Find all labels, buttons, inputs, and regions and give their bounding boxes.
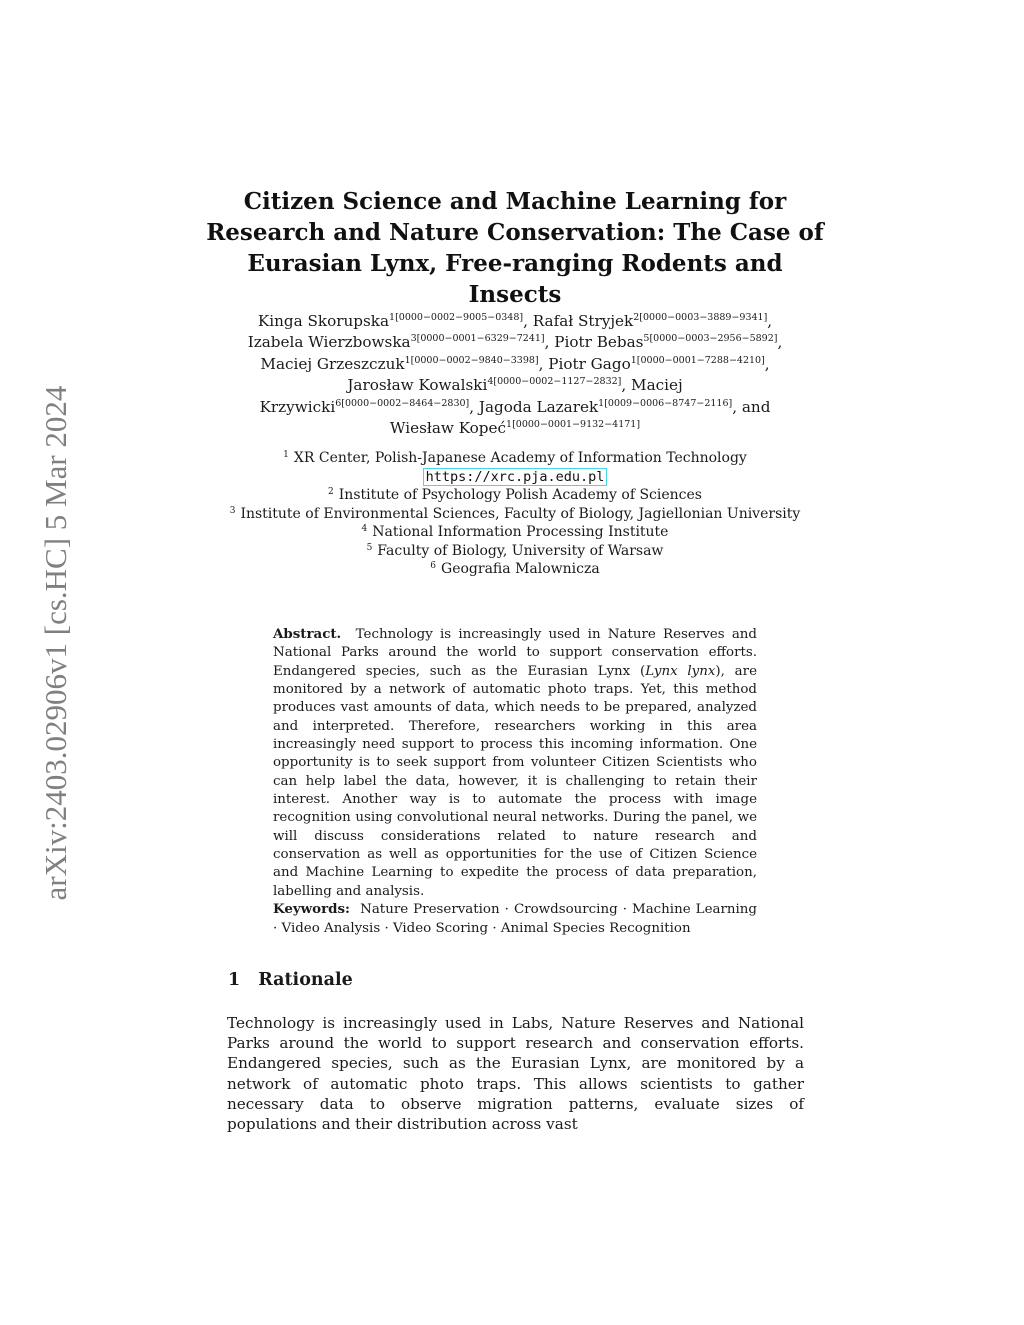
author-separator: ,	[523, 312, 533, 330]
author-orcid: [0009−0006−8747−2116]	[604, 397, 733, 409]
author-affil: 1	[389, 312, 396, 323]
author-orcid: [0000−0002−9840−3398]	[410, 354, 539, 366]
affiliation-url-link[interactable]: https://xrc.pja.edu.pl	[423, 468, 608, 486]
author-line	[220, 311, 810, 332]
affiliation-url-line	[200, 468, 830, 487]
affiliation-text: National Information Processing Institute	[372, 524, 669, 540]
author-list	[220, 311, 810, 439]
author-affil: 5	[643, 333, 650, 345]
author-separator: ,	[777, 333, 783, 352]
title-line: Research and Nature Conservation: The Case of	[206, 219, 824, 246]
author-separator: , and	[732, 397, 771, 416]
affiliation	[200, 449, 830, 468]
affiliation-text: XR Center, Polish-Japanese Academy of Information Technology	[293, 450, 747, 466]
affiliation	[200, 505, 830, 524]
affiliation-number: 4	[361, 524, 368, 534]
keywords	[273, 900, 757, 938]
affiliation	[200, 523, 830, 542]
author-affil: 6	[335, 397, 342, 409]
author-separator: ,	[544, 333, 555, 352]
author-affil: 1	[506, 419, 513, 431]
affiliation-list	[200, 449, 830, 579]
author-orcid: [0000−0001−7288−4210]	[636, 354, 765, 366]
affiliation-number: 6	[430, 561, 437, 571]
affiliation-number: 3	[229, 505, 236, 516]
affiliation-text: Faculty of Biology, University of Warsaw	[377, 542, 664, 559]
author-orcid: [0000−0001−6329−7241]	[416, 333, 545, 345]
author-name: Piotr Bebas	[554, 333, 644, 352]
author-orcid: [0000−0003−3889−9341]	[639, 312, 768, 323]
title-line: Eurasian Lynx, Free-ranging Rodents and Insects	[247, 250, 783, 308]
author-separator: ,	[538, 354, 549, 373]
author-separator: ,	[621, 376, 632, 395]
author-line	[220, 375, 810, 396]
author-name: Maciej Grzeszczuk	[260, 354, 405, 373]
author-affil: 1	[404, 354, 411, 366]
author-orcid: [0000−0002−9005−0348]	[395, 312, 524, 323]
author-affil: 4	[487, 376, 494, 388]
abstract-text: ), are monitored by a network of automatic photo traps. Yet, this method produces vast amounts of data, which needs to be prepared, analyzed and interpreted. Therefore, researchers working in this area increasingly need support to process this incoming information. One opportunity is to seek support from volunteer Citizen Scientists who can help label the data, however, it is challenging to retain their interest. Another way is to automate the process with image recognition using convolutional neural networks. During the panel, we will discuss considerations related to nature research and conservation as well as opportunities for the use of Citizen Science and Machine Learning to expedite the process of data preparation, labelling and analysis.	[273, 663, 757, 899]
affiliation-text: Geografia Malownicza	[441, 561, 600, 577]
author-separator: ,	[767, 312, 773, 330]
author-affil: 3	[410, 333, 417, 345]
affiliation	[200, 542, 830, 561]
author-orcid: [0000−0002−8464−2830]	[341, 397, 470, 409]
affiliation-number: 5	[366, 542, 373, 553]
author-line	[220, 418, 810, 439]
title-line: Citizen Science and Machine Learning for	[243, 188, 787, 215]
author-line	[220, 354, 810, 375]
author-name: Rafał Stryjek	[532, 312, 634, 330]
author-name: Izabela Wierzbowska	[247, 333, 411, 352]
author-orcid: [0000−0002−1127−2832]	[493, 376, 622, 388]
affiliation	[200, 486, 830, 505]
section-title: Rationale	[258, 970, 353, 990]
abstract-species-italic: Lynx lynx	[645, 663, 716, 679]
arxiv-identifier-text: arXiv:2403.02906v1 [cs.HC] 5 Mar 2024	[38, 385, 73, 900]
author-affil: 1	[630, 354, 637, 366]
abstract-text: Technology is increasingly used in Nature Reserves and National Parks around the world to support conservation efforts. Endangered species, such as the Eurasian Lynx (	[273, 627, 757, 679]
author-line	[220, 397, 810, 418]
author-name: Jarosław Kowalski	[347, 376, 488, 395]
abstract-label: Abstract.	[273, 626, 342, 642]
author-name: Krzywicki	[259, 397, 336, 416]
author-name: Jagoda Lazarek	[478, 397, 599, 416]
author-affil: 2	[633, 312, 640, 323]
author-line	[220, 332, 810, 353]
author-separator: ,	[469, 397, 479, 416]
author-orcid: [0000−0003−2956−5892]	[649, 333, 778, 345]
section-heading	[228, 970, 353, 990]
keywords-text: Nature Preservation · Crowdsourcing · Machine Learning · Video Analysis · Video Scoring · Animal Species Recognition	[273, 902, 757, 936]
affiliation-number: 2	[328, 487, 334, 497]
author-name: Piotr Gago	[548, 354, 631, 373]
affiliation-text: Institute of Environmental Sciences, Faculty of Biology, Jagiellonian University	[240, 505, 801, 522]
affiliation	[200, 560, 830, 579]
abstract	[273, 625, 757, 901]
section-number: 1	[228, 970, 241, 990]
arxiv-identifier	[38, 355, 73, 930]
author-separator: ,	[764, 354, 770, 373]
author-name: Maciej	[631, 376, 683, 395]
author-affil: 1	[598, 397, 605, 409]
author-name: Kinga Skorupska	[257, 312, 390, 330]
keywords-label: Keywords:	[273, 901, 351, 917]
author-orcid: [0000−0001−9132−4171]	[512, 419, 641, 431]
affiliation-number: 1	[283, 450, 289, 460]
author-name: Wiesław Kopeć	[389, 419, 507, 438]
paper-title	[200, 186, 830, 310]
body-paragraph: Technology is increasingly used in Labs, Nature Reserves and National Parks around the world to support research and conservation efforts. Endangered species, such as the Eurasian Lynx, are monitored by a network of automatic photo traps. This allows scientists to gather necessary data to observe migration patterns, evaluate sizes of populations and their distribution across vast	[227, 1014, 804, 1134]
affiliation-text: Institute of Psychology Polish Academy of Sciences	[338, 487, 702, 503]
